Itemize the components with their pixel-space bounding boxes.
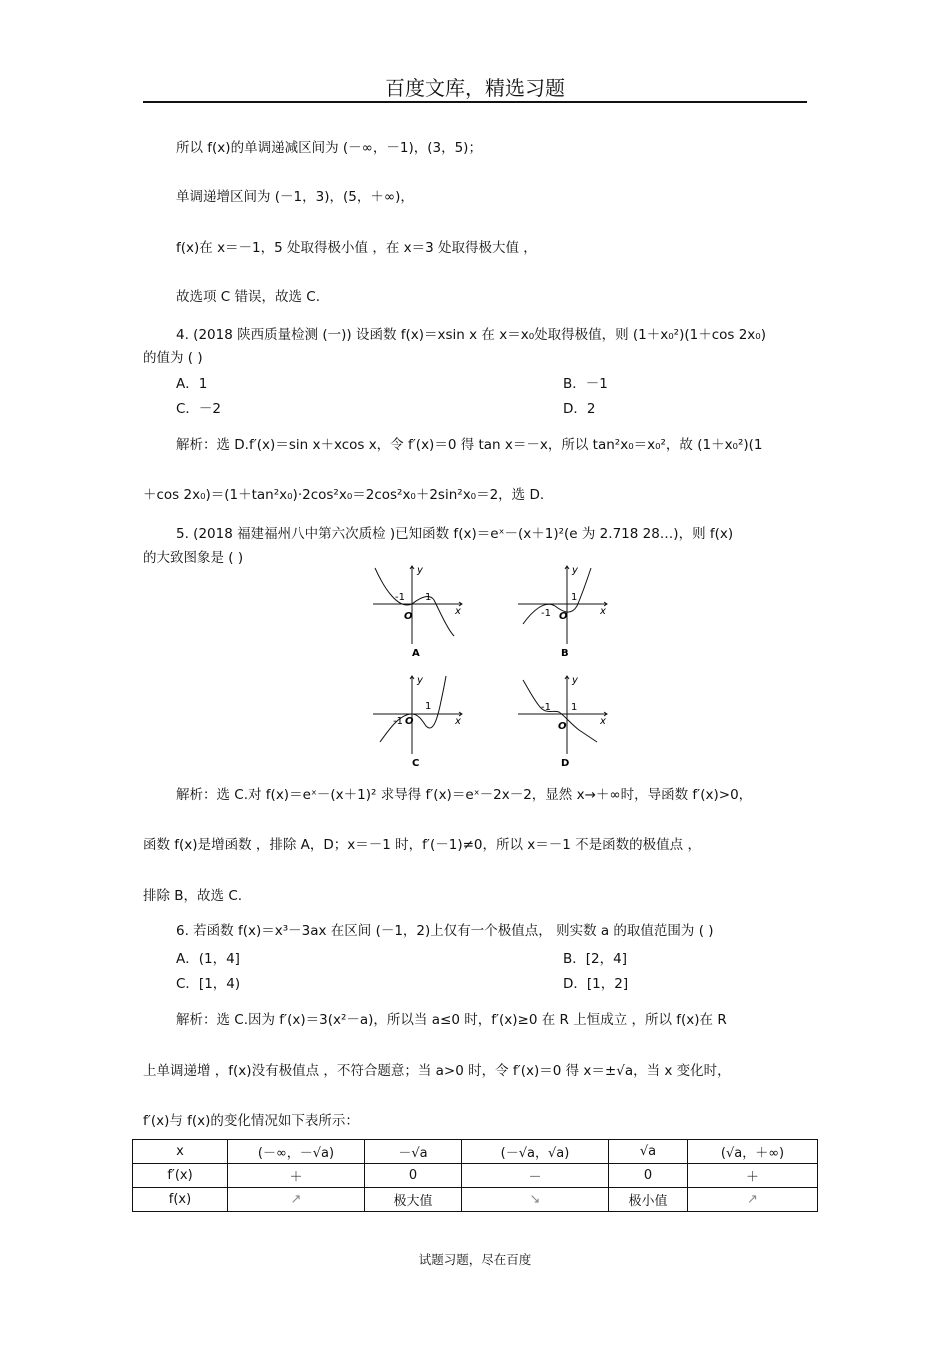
- solution-6: 解析：选 C.因为 f′(x)＝3(x²－a)，所以当 a≤0 时，f′(x)≥0 在 R 上恒成立 ，所以 f(x)在 R: [176, 1012, 727, 1028]
- increasing-arrow-icon: ↗: [228, 1188, 365, 1212]
- graph-c: [370, 672, 470, 770]
- solution-4: 解析：选 D.f′(x)＝sin x＋xcos x，令 f′(x)＝0 得 tan x＝－x，所以 tan²x₀＝x₀²，故 (1＋x₀²)(1: [176, 437, 763, 453]
- label-y: y: [417, 565, 423, 576]
- header-rule: [143, 101, 807, 103]
- solution-5: 解析：选 C.对 f(x)＝eˣ－(x＋1)² 求导得 f′(x)＝eˣ－2x－2，显然 x→＋∞时，导函数 f′(x)>0，: [176, 787, 753, 803]
- decreasing-arrow-icon: ↘: [462, 1188, 609, 1212]
- question-4-stem: 4. (2018 陕西质量检测 (一)) 设函数 f(x)＝xsin x 在 x＝x₀处取得极值，则 (1＋x₀²)(1＋cos 2x₀): [176, 327, 766, 343]
- option-a: A．1: [176, 376, 208, 392]
- graph-letter: D: [561, 758, 570, 769]
- table-cell: (－√a，√a): [462, 1140, 609, 1164]
- table-cell: ＋: [228, 1164, 365, 1188]
- graph-letter: B: [561, 648, 569, 659]
- table-cell: (－∞，－√a): [228, 1140, 365, 1164]
- label-y: y: [572, 565, 578, 576]
- question-5-stem: 5. (2018 福建福州八中第六次质检 )已知函数 f(x)＝eˣ－(x＋1)²(e 为 2.718 28…)，则 f(x): [176, 526, 734, 542]
- text-line: 单调递增区间为 (－1，3)，(5，＋∞)，: [176, 189, 414, 205]
- table-row: [133, 1164, 818, 1188]
- text-line: 所以 f(x)的单调递减区间为 (－∞，－1)，(3，5)；: [176, 140, 482, 156]
- table-cell: 0: [609, 1164, 688, 1188]
- option-c: C．－2: [176, 401, 222, 417]
- label-one: 1: [571, 592, 578, 603]
- table-cell: 0: [365, 1164, 462, 1188]
- solution-5-cont: 排除 B，故选 C.: [143, 888, 243, 904]
- table-cell: f(x): [133, 1188, 228, 1212]
- option-c: C．[1，4): [176, 976, 241, 992]
- label-minus-one: -1: [541, 608, 551, 619]
- label-x: x: [600, 716, 606, 727]
- graph-letter: C: [412, 758, 420, 769]
- label-y: y: [417, 675, 423, 686]
- graph-d: [515, 672, 615, 770]
- solution-6-cont: 上单调递增 ，f(x)没有极值点 ，不符合题意；当 a>0 时，令 f′(x)＝0 得 x＝±√a，当 x 变化时，: [143, 1063, 731, 1079]
- table-row: [133, 1188, 818, 1212]
- option-b: B．[2，4]: [563, 951, 627, 967]
- page-footer: 试题习题，尽在百度: [418, 1252, 532, 1267]
- solution-6-cont: f′(x)与 f(x)的变化情况如下表所示：: [143, 1113, 359, 1129]
- question-6-stem: 6. 若函数 f(x)＝x³－3ax 在区间 (－1，2)上仅有一个极值点， 则实数 a 的取值范围为 ( ): [176, 923, 714, 939]
- question-5-stem-cont: 的大致图象是 ( ): [143, 550, 244, 566]
- table-cell: (√a，＋∞): [688, 1140, 818, 1164]
- label-y: y: [572, 675, 578, 686]
- solution-4-cont: ＋cos 2x₀)＝(1＋tan²x₀)·2cos²x₀＝2cos²x₀＋2sin²x₀＝2，选 D.: [143, 487, 545, 503]
- option-a: A．(1，4]: [176, 951, 240, 967]
- increasing-arrow-icon: ↗: [688, 1188, 818, 1212]
- page-header-title: 百度文库，精选习题: [385, 76, 565, 100]
- table-cell: x: [133, 1140, 228, 1164]
- table-cell: －√a: [365, 1140, 462, 1164]
- label-origin: O: [558, 721, 567, 732]
- option-d: D．2: [563, 401, 596, 417]
- solution-5-cont: 函数 f(x)是增函数 ，排除 A，D；x＝－1 时，f′(－1)≠0，所以 x＝－1 不是函数的极值点 ，: [143, 837, 701, 853]
- label-origin: O: [404, 611, 413, 622]
- table-cell: 极小值: [609, 1188, 688, 1212]
- option-b: B．－1: [563, 376, 608, 392]
- question-4-stem-cont: 的值为 ( ): [143, 350, 203, 366]
- text-line: 故选项 C 错误，故选 C.: [176, 289, 321, 305]
- graph-b: [515, 562, 615, 660]
- label-origin: O: [405, 716, 414, 727]
- table-cell: f′(x): [133, 1164, 228, 1188]
- label-origin: O: [559, 611, 568, 622]
- text-line: f(x)在 x＝－1，5 处取得极小值 ，在 x＝3 处取得极大值 ，: [176, 240, 537, 256]
- graph-a: [370, 562, 470, 660]
- table-cell: √a: [609, 1140, 688, 1164]
- label-one: 1: [425, 592, 432, 603]
- label-x: x: [600, 606, 606, 617]
- option-d: D．[1，2]: [563, 976, 629, 992]
- graph-letter: A: [412, 648, 420, 659]
- table-cell: ＋: [688, 1164, 818, 1188]
- label-one: 1: [425, 701, 432, 712]
- table-row: [133, 1140, 818, 1164]
- table-cell: 极大值: [365, 1188, 462, 1212]
- label-one: 1: [571, 702, 578, 713]
- label-minus-one: -1: [395, 592, 405, 603]
- label-x: x: [455, 716, 461, 727]
- label-minus-one: -1: [393, 716, 403, 727]
- table-cell: －: [462, 1164, 609, 1188]
- label-minus-one: -1: [541, 702, 551, 713]
- label-x: x: [455, 606, 461, 617]
- variation-table: [132, 1139, 818, 1212]
